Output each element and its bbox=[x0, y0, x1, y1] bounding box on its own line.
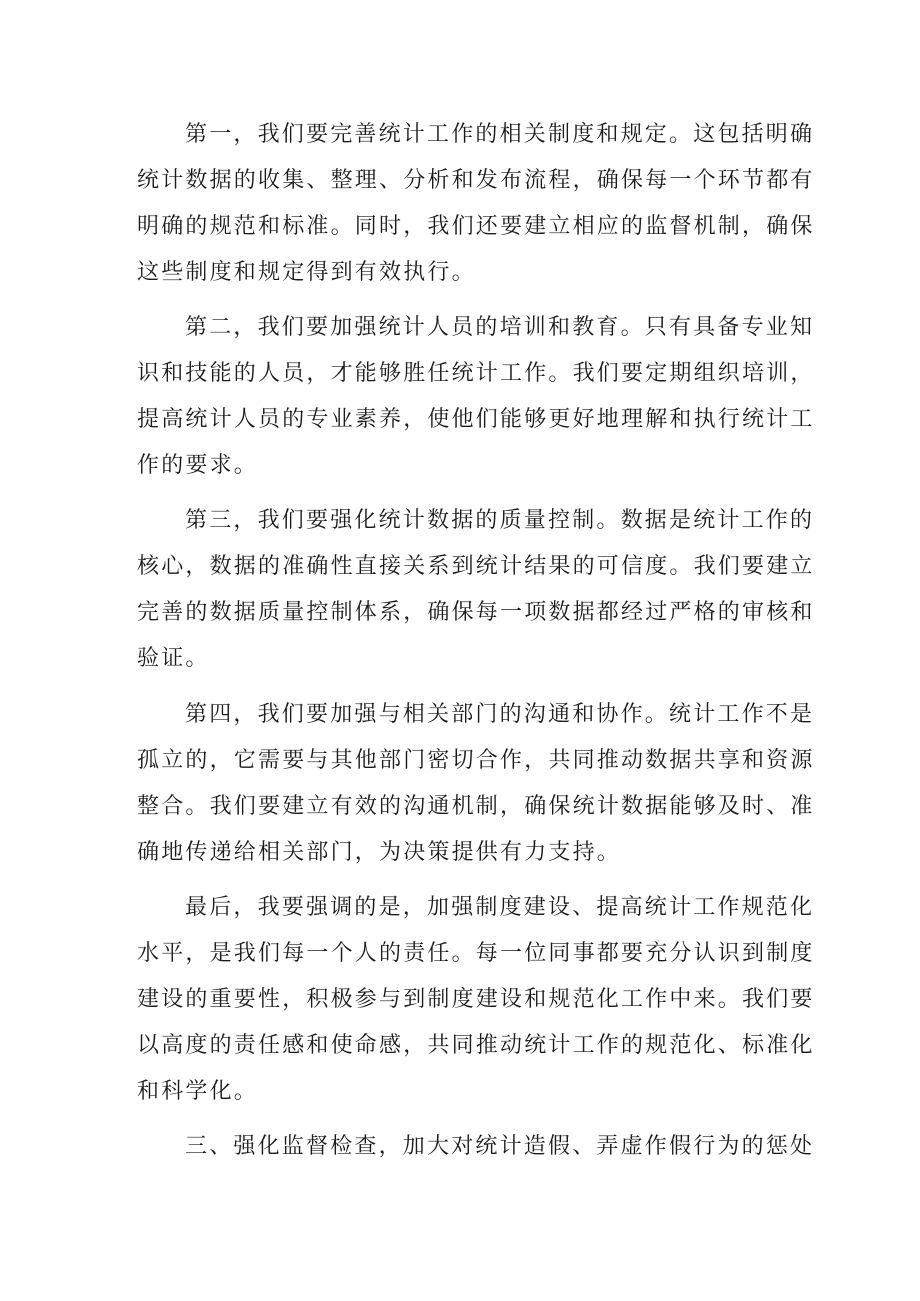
text-line: 建设的重要性，积极参与到制度建设和规范化工作中来。我们要 bbox=[137, 986, 815, 1012]
text-line: 识和技能的人员，才能够胜任统计工作。我们要定期组织培训， bbox=[137, 361, 815, 387]
document-page bbox=[137, 112, 815, 1179]
text-line: 水平，是我们每一个人的责任。每一位同事都要充分认识到制度 bbox=[137, 940, 815, 966]
text-line: 第四，我们要加强与相关部门的沟通和协作。统计工作不是 bbox=[185, 701, 815, 727]
text-line: 三、强化监督检查，加大对统计造假、弄虚作假行为的惩处 bbox=[185, 1133, 815, 1159]
text-line: 明确的规范和标准。同时，我们还要建立相应的监督机制，确保 bbox=[137, 214, 815, 239]
text-line: 最后，我要强调的是，加强制度建设、提高统计工作规范化 bbox=[185, 894, 815, 920]
text-line: 孤立的，它需要与其他部门密切合作，共同推动数据共享和资源 bbox=[137, 747, 815, 773]
text-line: 完善的数据质量控制体系，确保每一项数据都经过严格的审核和 bbox=[137, 600, 815, 626]
text-line: 这些制度和规定得到有效执行。 bbox=[137, 260, 476, 285]
paragraph bbox=[137, 305, 815, 489]
paragraph bbox=[137, 1124, 815, 1170]
text-line: 提高统计人员的专业素养，使他们能够更好地理解和执行统计工 bbox=[137, 407, 815, 433]
paragraph bbox=[137, 885, 815, 1115]
paragraph bbox=[137, 692, 815, 876]
paragraph bbox=[137, 498, 815, 682]
text-line: 以高度的责任感和使命感，共同推动统计工作的规范化、标准化 bbox=[137, 1032, 815, 1058]
text-line: 第一，我们要完善统计工作的相关制度和规定。这包括明确 bbox=[185, 122, 815, 147]
text-line: 作的要求。 bbox=[137, 453, 259, 479]
text-line: 统计数据的收集、整理、分析和发布流程，确保每一个环节都有 bbox=[137, 168, 815, 193]
text-line: 第二，我们要加强统计人员的培训和教育。只有具备专业知 bbox=[185, 315, 815, 341]
text-line: 确地传递给相关部门，为决策提供有力支持。 bbox=[137, 839, 622, 865]
text-line: 核心，数据的准确性直接关系到统计结果的可信度。我们要建立 bbox=[137, 554, 815, 580]
text-line: 和科学化。 bbox=[137, 1078, 259, 1104]
text-line: 第三，我们要强化统计数据的质量控制。数据是统计工作的 bbox=[185, 508, 815, 534]
text-line: 验证。 bbox=[137, 646, 210, 672]
paragraph bbox=[137, 112, 815, 296]
text-line: 整合。我们要建立有效的沟通机制，确保统计数据能够及时、准 bbox=[137, 793, 815, 819]
